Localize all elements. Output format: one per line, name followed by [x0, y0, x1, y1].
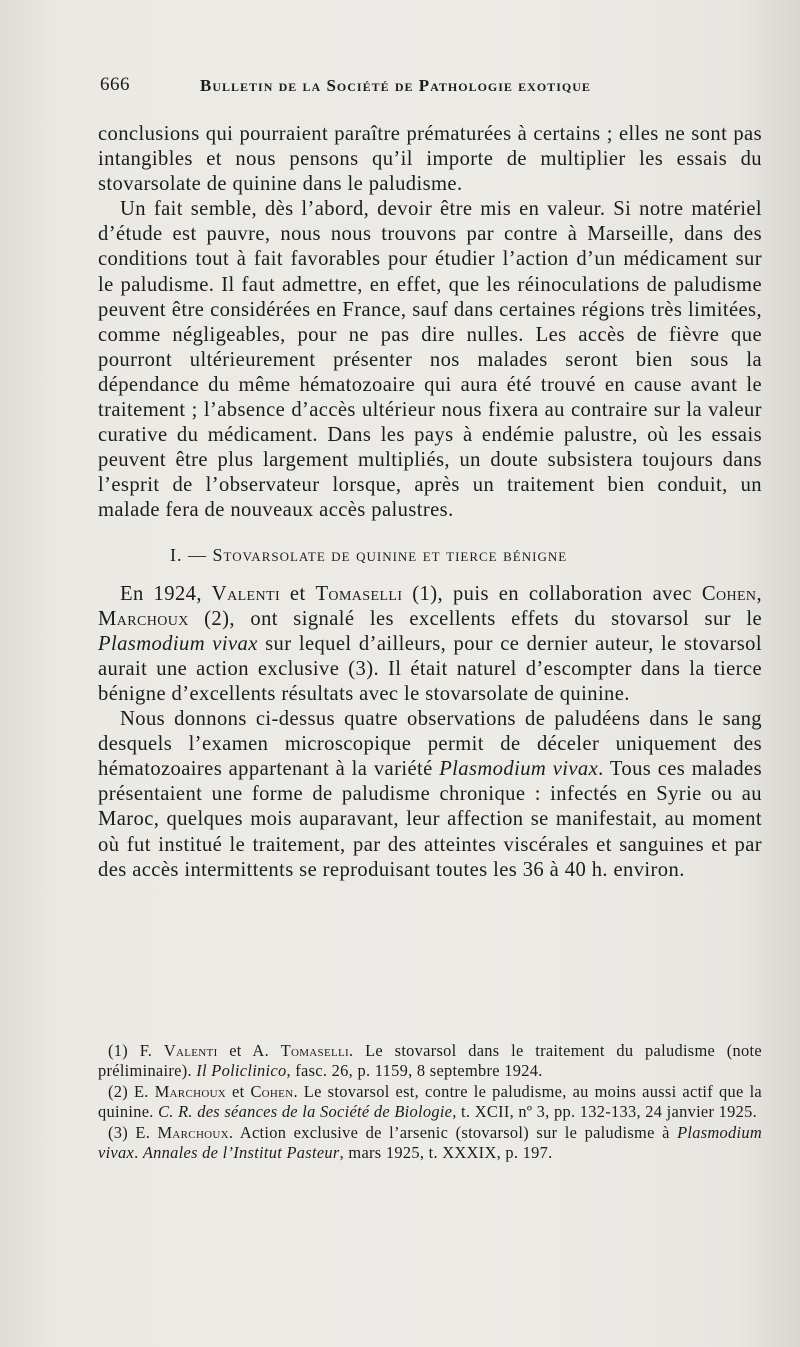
running-head: Bulletin de la Société de Pathologie exotique [200, 76, 591, 95]
species-name: Plasmodium vivax [98, 632, 258, 655]
paragraph-observations [98, 707, 762, 883]
text-run: sur lequel d’ailleurs, pour ce dernier auteur, le stovarsol aurait une action exclusive (3). Il était naturel d’escompter dans la tierce bénigne d’excellents résultats avec le stovarsolate de quinine. [98, 632, 762, 705]
author-name: Valenti [211, 582, 281, 605]
text-run: E. [134, 1082, 155, 1101]
paragraph-conclusions: conclusions qui pourraient paraître prématurées à certains ; elles ne sont pas intangibles et nous pensons qu’il importe de multiplier les essais du stovarsolate de quinine dans le paludisme. [98, 123, 762, 196]
text-run: . Action exclusive de l’arsenic (stovarsol) sur le paludisme à [228, 1123, 678, 1142]
text-run: et [280, 582, 316, 605]
species-name: Plasmodium vivax [98, 1123, 763, 1162]
text-run: En 1924, [120, 582, 212, 605]
text-run: , [756, 582, 763, 605]
journal-name: Il Policlinico [196, 1061, 287, 1080]
author-name: Cohen [250, 1082, 294, 1101]
author-name: Cohen [701, 582, 757, 605]
text-run: Nous donnons ci-dessus quatre observations de paludéens dans le sang desquels l’examen microscopique permit de déceler uniquement des hématozoaires appartenant à la variété [98, 708, 762, 781]
footnote-2 [98, 1082, 762, 1122]
footnote-3 [98, 1123, 762, 1163]
text-run: . Le stovarsol dans le traitement du paludisme (note préliminaire). [98, 1041, 762, 1080]
author-name: Marchoux [98, 607, 189, 630]
text-run: et A. [217, 1041, 281, 1060]
text-run: . [134, 1143, 143, 1162]
author-name: Marchoux [157, 1123, 229, 1142]
author-name: Valenti [163, 1041, 218, 1060]
paragraph-marseille: Un fait semble, dès l’abord, devoir être mis en valeur. Si notre matériel d’étude est pauvre, nous nous trouvons par contre à Marseille, dans des conditions tout à fait favorables pour étudier l’action d’un médicament sur le paludisme. Il faut admettre, en effet, que les réinoculations de paludisme peuvent être considérées en France, sauf dans certaines régions très limitées, comme négligeables, pour ne pas dire nulles. Les accès de fièvre que pourront ultérieurement présenter nos malades seront bien sous la dépendance du même hématozoaire qui aura été trouvé en cause avant le traitement ; l’absence d’accès ultérieur nous fixera au contraire sur la valeur curative du médicament. Dans les pays à endémie palustre, où les essais peuvent être plus largement multipliés, un doute subsistera toujours dans l’esprit de l’observateur lorsque, après un traitement bien conduit, un malade fera de nouveaux accès palustres. [98, 198, 762, 522]
footnotes [98, 1041, 762, 1164]
text-run: . Le stovarsol est, contre le paludisme, au moins aussi actif que la quinine. [98, 1082, 762, 1121]
footnote-number: (1) [108, 1041, 140, 1060]
species-name: Plasmodium vivax [439, 758, 599, 781]
text-run: , mars 1925, t. XXXIX, p. 197. [339, 1143, 553, 1162]
paragraph-stovarsol-history [98, 582, 762, 707]
author-name: Tomaselli [315, 582, 403, 605]
journal-name: C. R. des séances de la Société de Biologie [158, 1102, 453, 1121]
text-run: E. [135, 1123, 158, 1142]
text-run: (1), puis en collaboration avec [402, 582, 702, 605]
journal-name: Annales de l’Institut Pasteur [142, 1143, 340, 1162]
body-text [98, 122, 762, 883]
text-run: et [226, 1082, 251, 1101]
text-run: F. [139, 1041, 164, 1060]
text-run: (2), ont signalé les excellents effets du stovarsol sur le [188, 607, 762, 630]
text-run: , fasc. 26, p. 1159, 8 septembre 1924. [286, 1061, 543, 1080]
section-heading: I. — Stovarsolate de quinine et tierce bénigne [170, 544, 568, 565]
footnote-number: (2) [108, 1082, 134, 1101]
page-header [100, 72, 760, 102]
text-run: . Tous ces malades présentaient une forme de paludisme chronique : infectés en Syrie ou au Maroc, quelques mois auparavant, leur affection se manifestait, au moment où fut institué le traitement, par des atteintes viscérales et sanguines et par des accès intermittents se reproduisant toutes les 36 à 40 h. environ. [98, 758, 762, 881]
footnote-number: (3) [108, 1123, 136, 1142]
page-number: 666 [100, 74, 130, 95]
text-run: , t. XCII, nº 3, pp. 132-133, 24 janvier 1925. [452, 1102, 758, 1121]
footnote-1 [98, 1041, 762, 1081]
author-name: Tomaselli [280, 1041, 349, 1060]
author-name: Marchoux [154, 1082, 227, 1101]
